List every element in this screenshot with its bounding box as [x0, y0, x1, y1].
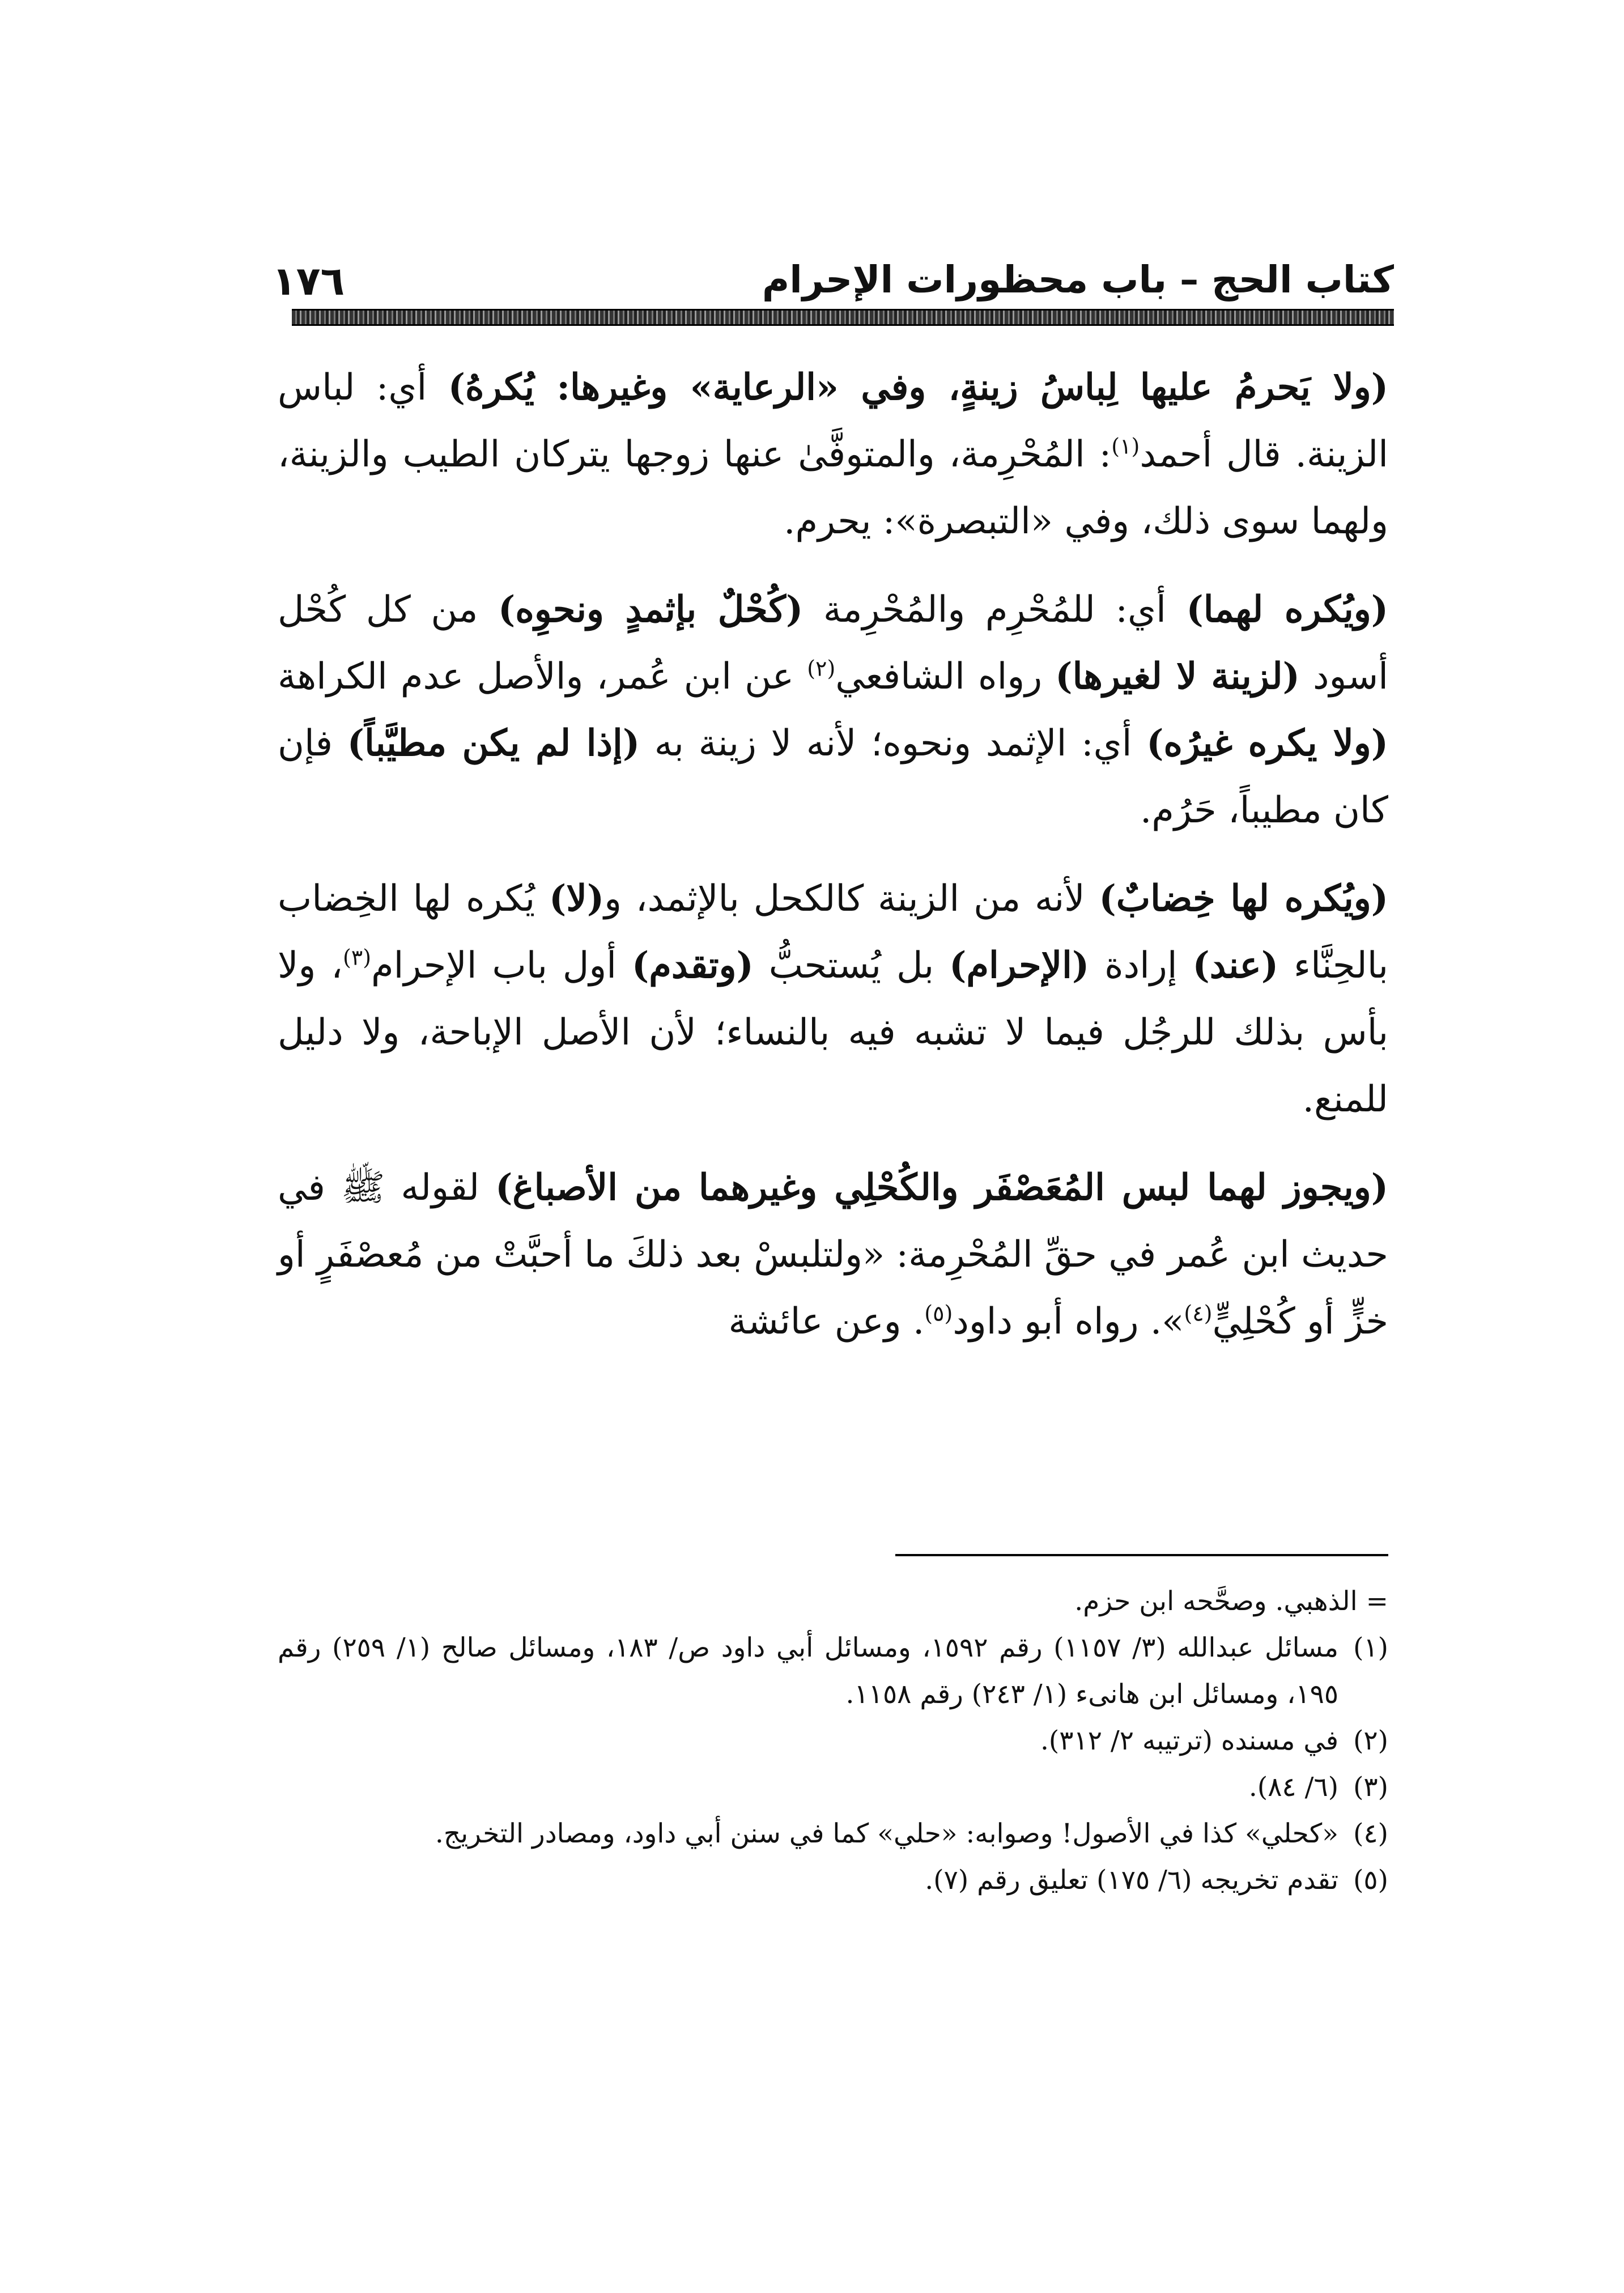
- paragraph-2: [278, 576, 1388, 844]
- sharh-text: يُكره لها الخِضاب بالحِنَّاء: [278, 878, 1389, 987]
- footnote-ref-2[interactable]: (٢): [807, 656, 836, 681]
- body-text: [278, 354, 1388, 1377]
- matn-text: (ويُكره لها خِضابٌ): [1099, 877, 1389, 920]
- matn-text: (لا): [549, 877, 605, 920]
- page-header: [272, 258, 1394, 304]
- sharh-text: أي: للمُحْرِم والمُحْرِمة: [803, 589, 1187, 631]
- footnote-2: [278, 1718, 1388, 1764]
- matn-text: (ولا يَحرمُ عليها لِباسُ زينةٍ، وفي «الرعاية» وغيرها: يُكرهُ): [448, 366, 1389, 409]
- footnote-1: [278, 1625, 1388, 1718]
- footnote-4: [278, 1811, 1388, 1857]
- sharh-text: أول باب الإحرام: [371, 945, 632, 987]
- sharh-text: أي: الإثمد ونحوه؛ لأنه لا زينة به: [640, 723, 1147, 765]
- footnotes: [278, 1578, 1388, 1904]
- sharh-text: لقوله ﷺ في حديث ابن عُمر في حقِّ المُحْرِمة: «ولتلبسْ بعد ذلكَ ما أحبَّتْ من مُعصْفَرٍ أو خزٍّ أو كُحْلِيٍّ: [278, 1167, 1388, 1343]
- sharh-text: لأنه من الزينة كالكحل بالإثمد، و: [604, 878, 1099, 920]
- sharh-text: بل يُستحبُّ: [753, 945, 950, 987]
- footnote-text: (٦/ ٨٤).: [1248, 1772, 1339, 1803]
- matn-text: (إذا لم يكن مطيَّباً): [347, 722, 640, 765]
- footnote-number: (٥): [1353, 1865, 1388, 1896]
- sharh-text: ، ولا بأس بذلك للرجُل فيما لا تشبه فيه بالنساء؛ لأن الأصل الإباحة، ولا دليل للمنع.: [278, 945, 1389, 1120]
- footnote-text: مسائل عبدالله (٣/ ١١٥٧) رقم ١٥٩٢، ومسائل أبي داود ص/ ١٨٣، ومسائل صالح (١/ ٢٥٩) رقم ١٩٥، ومسائل ابن هانىء (١/ ٢٤٣) رقم ١١٥٨.: [278, 1632, 1339, 1710]
- footnote-number: (٤): [1353, 1818, 1388, 1849]
- matn-text: (ويجوز لهما لبس المُعَصْفَر والكُحْلِي وغيرهما من الأصباغ): [495, 1166, 1389, 1209]
- footnote-3: [278, 1764, 1388, 1811]
- sharh-text: : المُحْرِمة، والمتوفَّىٰ عنها زوجها يتركان الطيب والزينة، ولهما سوى ذلك، وفي «التبصرة»: يحرم.: [278, 434, 1388, 542]
- sharh-text: أي: لباس الزينة. قال أحمد: [278, 367, 1389, 475]
- paragraph-3: [278, 865, 1388, 1133]
- footnote-5: [278, 1857, 1388, 1904]
- footnote-ref-3[interactable]: (٣): [342, 945, 372, 970]
- sharh-text: فإن كان مطيباً، حَرُم.: [278, 723, 1388, 831]
- sharh-text: عن ابن عُمر، والأصل عدم الكراهة: [278, 656, 807, 698]
- sharh-text: إرادة: [1089, 945, 1193, 987]
- footnote-number: (٣): [1353, 1772, 1388, 1803]
- footnote-text: «كحلي» كذا في الأصول! وصوابه: «حلي» كما في سنن أبي داود، ومصادر التخريج.: [435, 1818, 1339, 1849]
- footnote-continuation: = الذهبي. وصحَّحه ابن حزم.: [1074, 1586, 1388, 1617]
- matn-text: (وتقدم): [631, 944, 754, 987]
- matn-text: (الإحرام): [949, 944, 1090, 987]
- paragraph-4: [278, 1154, 1388, 1355]
- matn-text: (ويُكره لهما): [1186, 588, 1388, 631]
- footnote-ref-5[interactable]: (٥): [924, 1301, 953, 1326]
- sharh-text: ». رواه أبو داود: [953, 1301, 1184, 1343]
- footnote-ref-4[interactable]: (٤): [1184, 1301, 1213, 1326]
- matn-text: (عند): [1192, 944, 1279, 987]
- paragraph-1: [278, 354, 1388, 555]
- footnote-text: تقدم تخريجه (٦/ ١٧٥) تعليق رقم (٧).: [925, 1865, 1339, 1896]
- header-rule: [292, 309, 1394, 326]
- footnote-separator: [895, 1554, 1388, 1556]
- footnote-text: في مسنده (ترتيبه ٢/ ٣١٢).: [1040, 1725, 1339, 1756]
- running-title: كتاب الحج – باب محظورات الإحرام: [762, 258, 1394, 302]
- footnote-number: (١): [1353, 1632, 1388, 1663]
- sharh-text: رواه الشافعي: [835, 656, 1056, 698]
- matn-text: (كُحْلٌ بإثمدٍ ونحوِه): [498, 588, 804, 631]
- page-number: ١٧٦: [272, 258, 345, 304]
- matn-text: (لزينة لا لغيرها): [1055, 655, 1300, 698]
- sharh-text: من كل كُحْل أسود: [278, 589, 1389, 698]
- footnote-number: (٢): [1353, 1725, 1388, 1756]
- footnote-ref-1[interactable]: (١): [1111, 434, 1140, 459]
- matn-text: (ولا يكره غيرُه): [1146, 722, 1389, 765]
- sharh-text: . وعن عائشة: [728, 1301, 925, 1343]
